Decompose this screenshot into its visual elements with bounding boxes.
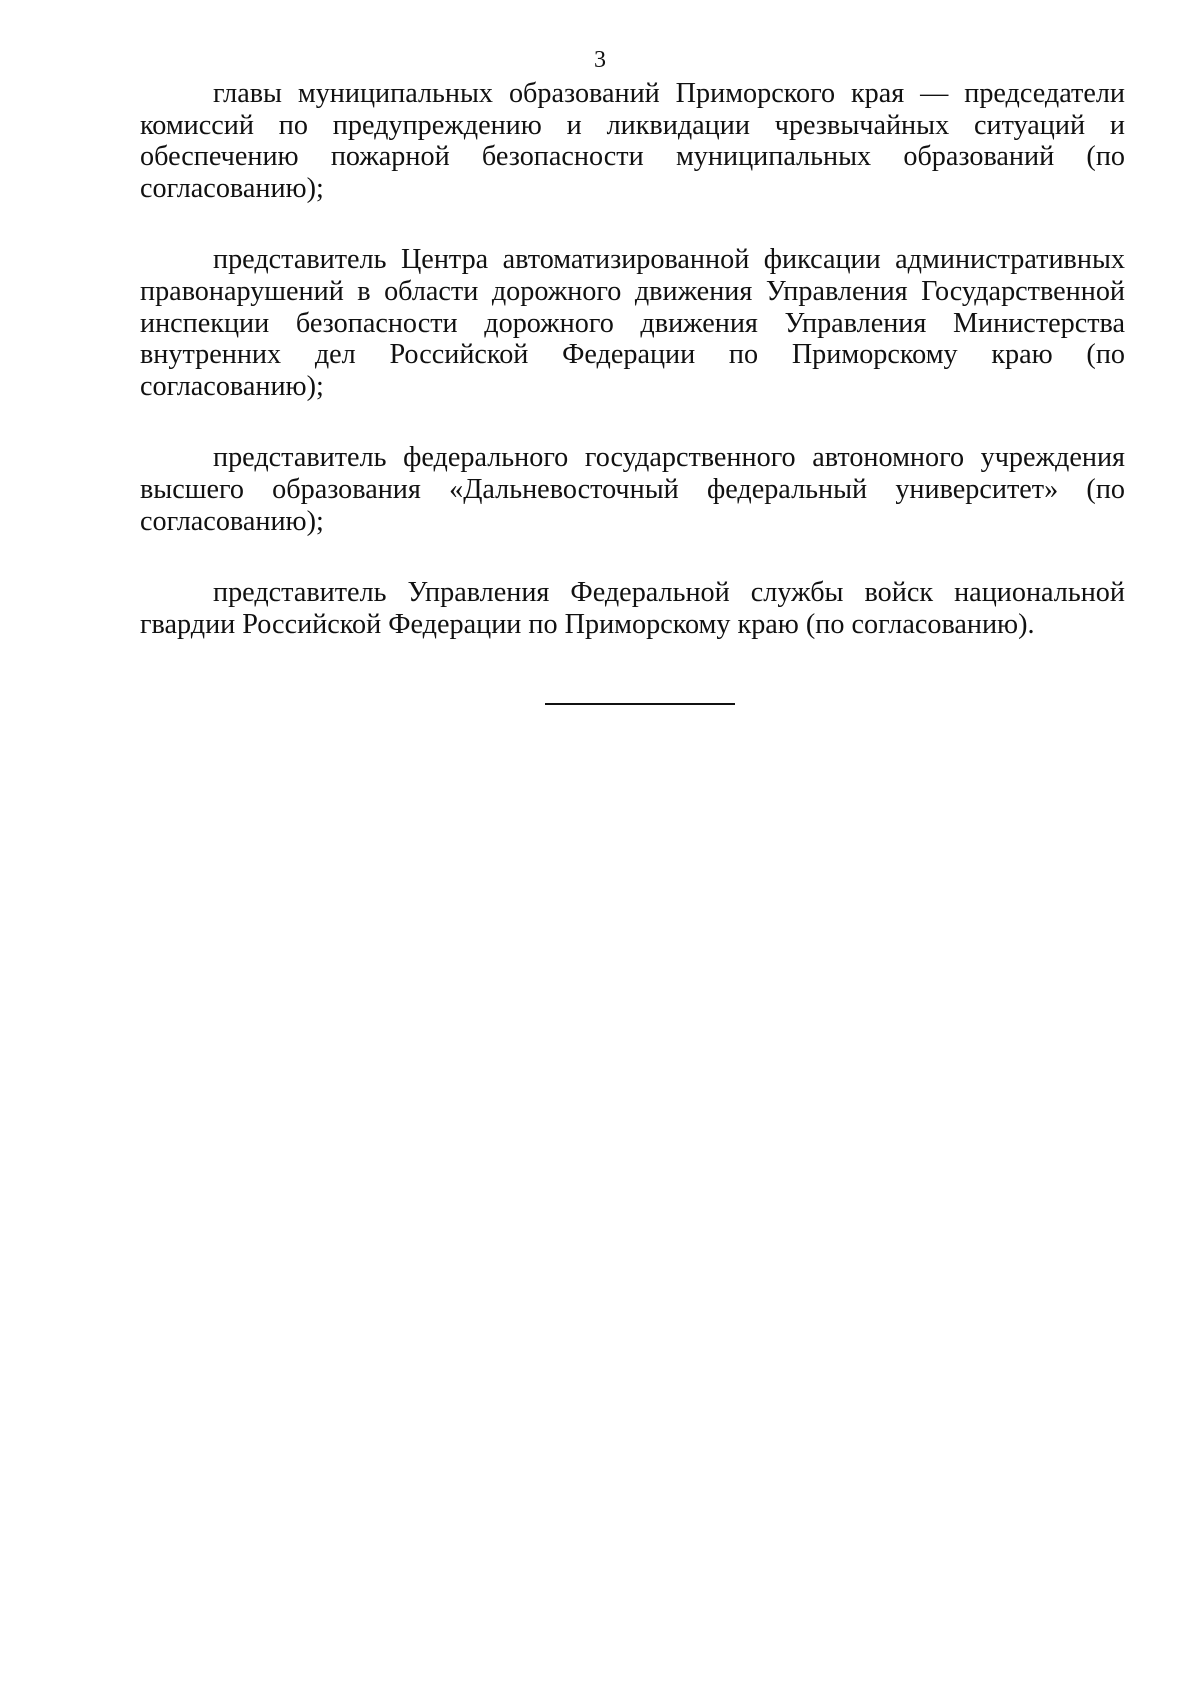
paragraph-far-eastern-university: представитель федерального государственного автономного учреждения высшего образования «Дальневосточный федеральный университет» (по согласованию); <box>140 442 1125 537</box>
paragraph-national-guard: представитель Управления Федеральной службы войск национальной гвардии Российской Федерации по Приморскому краю (по согласованию). <box>140 577 1125 640</box>
document-body <box>140 78 1125 680</box>
paragraph-municipal-heads: главы муниципальных образований Приморского края — председатели комиссий по предупреждению и ликвидации чрезвычайных ситуаций и обеспечению пожарной безопасности муниципальных образований (по согласованию); <box>140 78 1125 204</box>
paragraph-traffic-violations-center: представитель Центра автоматизированной фиксации административных правонарушений в области дорожного движения Управления Государственной инспекции безопасности дорожного движения Управления Министерства внутренних дел Российской Федерации по Приморскому краю (по согласованию); <box>140 244 1125 402</box>
end-of-list-rule <box>545 703 735 705</box>
page-number: 3 <box>594 47 606 73</box>
